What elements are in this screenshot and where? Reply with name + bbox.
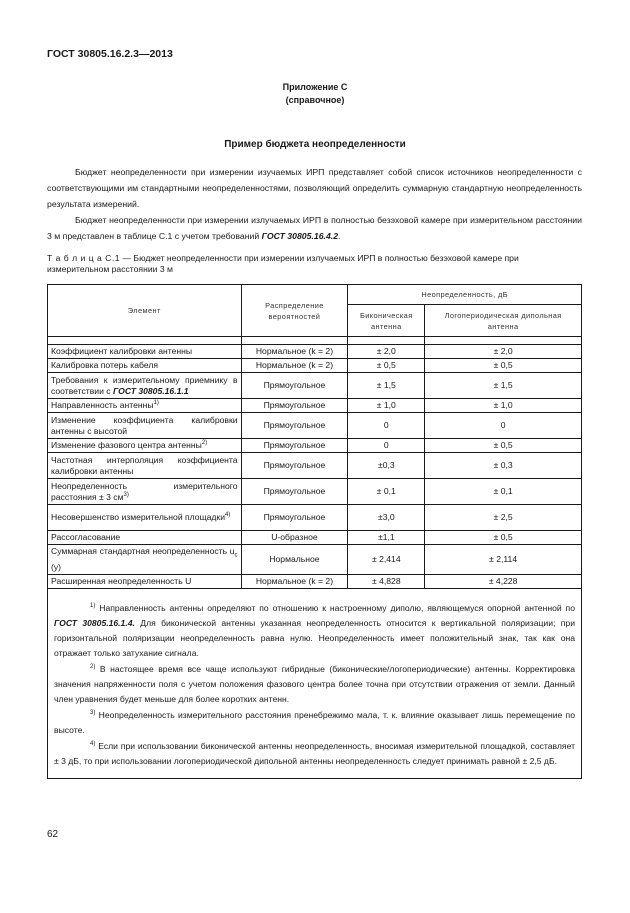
cell-element: Требования к измерительному приемнику в соответствии с ГОСТ 30805.16.1.1 — [48, 373, 242, 399]
cell-element: Несовершенство измерительной площадки$^{4)}$ — [48, 505, 242, 531]
footnotes-row — [48, 588, 582, 778]
cell-distribution: Прямоугольное — [241, 399, 348, 413]
table-row — [48, 345, 582, 359]
uncertainty-budget-table — [47, 284, 582, 779]
standard-reference: ГОСТ 30805.16.4.2 — [261, 231, 339, 241]
table-row — [48, 545, 582, 575]
cell-distribution: Нормальное (k = 2) — [241, 359, 348, 373]
cell-logperiodic: ± 0,3 — [425, 453, 582, 479]
footnote-3: $^{3)}$ Неопределенность измерительного расстояния пренебрежимо мала, т. к. влияние оказывает лишь перемещение по высоте. — [54, 709, 575, 735]
header-logperiodic: Логопериодическая дипольная антенна — [425, 305, 582, 337]
appendix-title: Приложение С — [282, 82, 348, 92]
cell-element: Направленность антенны$^{1)}$ — [48, 399, 242, 413]
table-caption — [47, 253, 582, 275]
header-distribution: Распределение вероятностей — [241, 285, 348, 337]
cell-biconical: ± 2,0 — [348, 345, 425, 359]
cell-distribution: Нормальное — [241, 545, 348, 575]
table-row — [48, 574, 582, 588]
cell-logperiodic: ± 0,5 — [425, 359, 582, 373]
cell-logperiodic: ± 0,5 — [425, 531, 582, 545]
cell-distribution: Прямоугольное — [241, 479, 348, 505]
intro-paragraph-1 — [47, 164, 582, 212]
cell-distribution: Прямоугольное — [241, 439, 348, 453]
header-element: Элемент — [48, 285, 242, 337]
table-footnotes — [54, 601, 575, 769]
paragraph-text: Бюджет неопределенности при измерении изучаемых ИРП представляет собой список источников неопределенности с соответствующими им стандартными неопределенностями, позволяющий определить суммарную стандартную неопределенность результата измерений. — [47, 167, 582, 209]
standard-reference: ГОСТ 30805.16.1.4. — [54, 617, 135, 628]
paragraph-text: Бюджет неопределенности при измерении излучаемых ИРП в полностью безэховой камере при измерительном расстоянии 3 м представлен в таблице С.1 с учетом требований ГОСТ 30805.16.4.2. — [47, 215, 582, 241]
footnote-1: $^{1)}$ Направленность антенны определяют по отношению к настроенному диполю, являющемуся опорной антенной по ГОСТ 30805.16.1.4. Для биконической антенны указанная неопределенность относится к вертикальной поляризации; при горизонтальной поляризации неопределенность равна нулю. Неопределенность имеет положительный знак, так как она отражает только затухание сигнала. — [54, 602, 575, 658]
document-header: ГОСТ 30805.16.2.3—2013 — [47, 48, 173, 60]
appendix-subtitle: (справочное) — [285, 95, 345, 105]
cell-biconical: ± 1,0 — [348, 399, 425, 413]
cell-logperiodic: ± 2,5 — [425, 505, 582, 531]
table-row — [48, 505, 582, 531]
cell-distribution: Прямоугольное — [241, 413, 348, 439]
table-row — [48, 399, 582, 413]
cell-distribution: Прямоугольное — [241, 373, 348, 399]
cell-logperiodic: ± 2,114 — [425, 545, 582, 575]
table-row — [48, 413, 582, 439]
cell-biconical: ± 2,414 — [348, 545, 425, 575]
cell-element: Калибровка потерь кабеля — [48, 359, 242, 373]
cell-biconical: ± 4,828 — [348, 574, 425, 588]
cell-biconical: 0 — [348, 413, 425, 439]
footnote-mark: 4) — [225, 512, 231, 519]
footnote-mark: 2) — [201, 440, 208, 447]
cell-biconical: ± 1,5 — [348, 373, 425, 399]
table-row — [48, 373, 582, 399]
cell-logperiodic: ± 4,228 — [425, 574, 582, 588]
footnote-mark: 1) — [153, 400, 159, 407]
footnotes-cell — [48, 588, 582, 778]
table-row — [48, 479, 582, 505]
cell-element: Расширенная неопределенность U — [48, 574, 242, 588]
cell-element: Рассогласование — [48, 531, 242, 545]
spacer-row — [48, 337, 582, 345]
table-caption-label: Т а б л и ц а С.1 — [47, 253, 121, 263]
cell-element: Неопределенность измерительного расстояния ± 3 $см^{3)}$ — [48, 479, 242, 505]
subscript: c — [234, 552, 238, 559]
table-caption-text: — Бюджет неопределенности при измерении излучаемых ИРП в полностью безэховой камере при измерительном расстоянии 3 м — [47, 253, 519, 274]
intro-paragraph-2 — [47, 212, 582, 244]
standard-reference: ГОСТ 30805.16.1.1 — [112, 385, 189, 396]
cell-element: Частотная интерполяция коэффициента калибровки антенны — [48, 453, 242, 479]
cell-element: Суммарная стандартная неопределенность $u_c$ (y) — [48, 545, 242, 575]
footnote-mark: 3) — [123, 491, 129, 498]
cell-logperiodic: ± 0,5 — [425, 439, 582, 453]
cell-biconical: ±1,1 — [348, 531, 425, 545]
table-row — [48, 531, 582, 545]
cell-element: Изменение коэффициента калибровки антенны с высотой — [48, 413, 242, 439]
table-header-row — [48, 285, 582, 305]
cell-distribution: Нормальное (k = 2) — [241, 574, 348, 588]
cell-distribution: U-образное — [241, 531, 348, 545]
cell-biconical: ± 0,1 — [348, 479, 425, 505]
cell-biconical: ± 0,5 — [348, 359, 425, 373]
header-biconical: Биконическая антенна — [348, 305, 425, 337]
cell-element: Изменение фазового центра антенны$^{2)}$ — [48, 439, 242, 453]
table-row — [48, 359, 582, 373]
cell-logperiodic: ± 2,0 — [425, 345, 582, 359]
page-number: 62 — [47, 829, 59, 840]
footnote-4: $^{4)}$ Если при использовании биконической антенны неопределенность, вносимая измерительной площадкой, составляет ± 3 дБ, то при использовании логопериодической дипольной антенны неопределенность следует принимать равной ± 2,5 дБ. — [54, 740, 576, 766]
footnote-2: $^{2)}$ В настоящее время все чаще используют гибридные (биконические/логопериодические) антенны. Корректировка значения напряженности поля с учетом положения фазового центра более точна при отсутствии отражения от земли. Данный член уравнения будет меньше для более коротких антенн. — [54, 663, 575, 704]
cell-element: Коэффициент калибровки антенны — [48, 345, 242, 359]
cell-logperiodic: ± 1,5 — [425, 373, 582, 399]
cell-distribution: Нормальное (k = 2) — [241, 345, 348, 359]
table-row — [48, 453, 582, 479]
cell-logperiodic: ± 0,1 — [425, 479, 582, 505]
cell-distribution: Прямоугольное — [241, 453, 348, 479]
table-row — [48, 439, 582, 453]
header-uncertainty: Неопределенность, дБ — [348, 285, 582, 305]
section-title: Пример бюджета неопределенности — [224, 139, 406, 150]
cell-logperiodic: ± 1,0 — [425, 399, 582, 413]
cell-logperiodic: 0 — [425, 413, 582, 439]
cell-biconical: ±3,0 — [348, 505, 425, 531]
cell-biconical: 0 — [348, 439, 425, 453]
cell-biconical: ±0,3 — [348, 453, 425, 479]
cell-distribution: Прямоугольное — [241, 505, 348, 531]
